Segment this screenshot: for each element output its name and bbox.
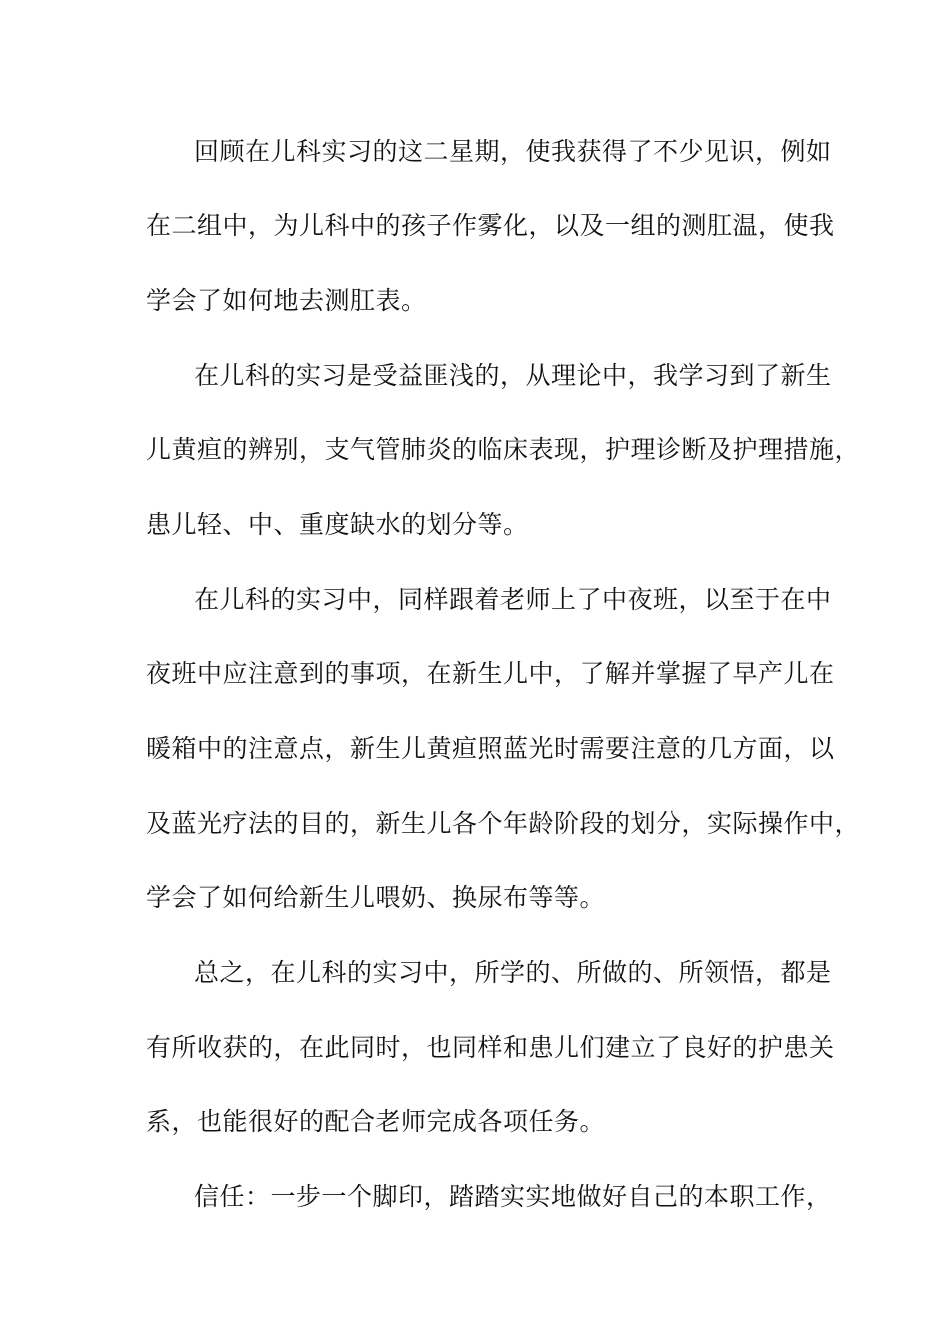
paragraph-2-line-2: 儿黄疸的辨别，支气管肺炎的临床表现，护理诊断及护理措施， xyxy=(146,435,861,464)
paragraph-3-line-5: 学会了如何给新生儿喂奶、换尿布等等。 xyxy=(146,883,606,912)
paragraph-5-line-1: 信任：一步一个脚印，踏踏实实地做好自己的本职工作， xyxy=(194,1182,832,1211)
paragraph-4-line-3: 系，也能很好的配合老师完成各项任务。 xyxy=(146,1107,606,1136)
paragraph-1-line-2: 在二组中，为儿科中的孩子作雾化，以及一组的测肛温，使我 xyxy=(146,211,835,240)
paragraph-3-line-2: 夜班中应注意到的事项，在新生儿中，了解并掌握了早产儿在 xyxy=(146,659,835,688)
paragraph-3-line-3: 暖箱中的注意点，新生儿黄疸照蓝光时需要注意的几方面，以 xyxy=(146,734,835,763)
paragraph-3-line-4: 及蓝光疗法的目的，新生儿各个年龄阶段的划分，实际操作中， xyxy=(146,809,861,838)
paragraph-2-line-3: 患儿轻、中、重度缺水的划分等。 xyxy=(146,510,529,539)
paragraph-3-line-1: 在儿科的实习中，同样跟着老师上了中夜班，以至于在中 xyxy=(194,585,832,614)
paragraph-1-line-3: 学会了如何地去测肛表。 xyxy=(146,286,427,315)
paragraph-4-line-2: 有所收获的，在此同时，也同样和患儿们建立了良好的护患关 xyxy=(146,1033,835,1062)
paragraph-4-line-1: 总之，在儿科的实习中，所学的、所做的、所领悟，都是 xyxy=(194,958,832,987)
paragraph-2-line-1: 在儿科的实习是受益匪浅的，从理论中，我学习到了新生 xyxy=(194,361,832,390)
paragraph-1-line-1: 回顾在儿科实习的这二星期，使我获得了不少见识，例如 xyxy=(194,137,832,166)
